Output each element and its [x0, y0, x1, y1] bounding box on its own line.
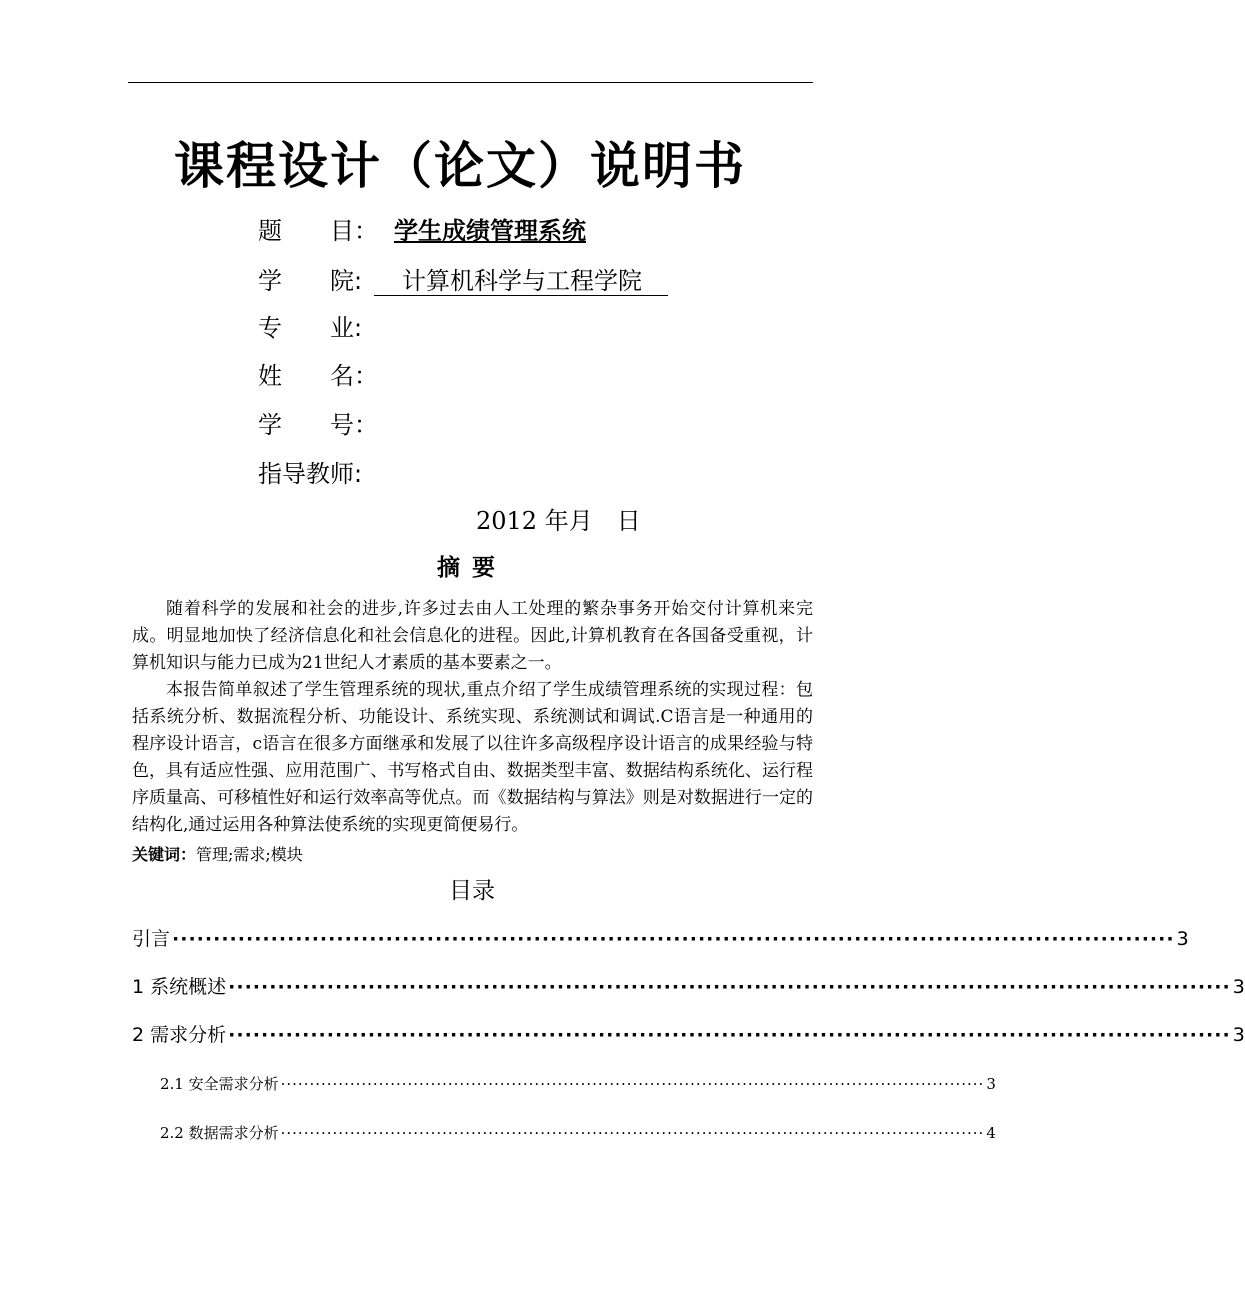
field-major: [258, 313, 368, 343]
toc-entry-title: 1 系统概述: [132, 976, 227, 998]
abstract-title: 摘要: [437, 555, 507, 581]
toc-entry-page: 3: [1232, 976, 1245, 998]
toc-entry-title: 2 需求分析: [132, 1024, 227, 1046]
field-name-label: 姓 名：: [258, 362, 378, 390]
toc-entry-title: 2.1 安全需求分析: [160, 1075, 279, 1093]
keywords: [132, 843, 303, 867]
toc-title: 目录: [449, 878, 495, 904]
field-topic-value: 学生成绩管理系统: [394, 217, 586, 245]
toc-leader-dots: ··························································································································: [228, 1024, 1231, 1046]
field-student-id-label: 学 号：: [258, 411, 378, 439]
field-college: [258, 266, 668, 296]
toc-entry: [160, 1122, 996, 1144]
field-advisor: [258, 459, 368, 489]
keywords-value: 管理;需求;模块: [196, 845, 303, 864]
abstract-paragraph-2: 本报告简单叙述了学生管理系统的现状,重点介绍了学生成绩管理系统的实现过程：包括系统分析、数据流程分析、功能设计、系统实现、系统测试和调试.C语言是一种通用的程序设计语言，c语言在很多方面继承和发展了以往许多高级程序设计语言的成果经验与特色，具有适应性强、应用范围广、书写格式自由、数据类型丰富、数据结构系统化、运行程序质量高、可移植性好和运行效率高等优点。而《数据结构与算法》则是对数据进行一定的结构化,通过运用各种算法使系统的实现更简便易行。: [132, 680, 813, 835]
keywords-label: 关键词：: [132, 845, 197, 864]
toc-entry-page: 3: [1232, 1024, 1245, 1046]
field-college-value: 计算机科学与工程学院: [374, 267, 668, 296]
toc-entry-title: 引言: [132, 928, 171, 950]
document-title: 课程设计（论文）说明书: [174, 137, 746, 195]
toc-entry: [132, 1022, 1245, 1048]
toc-leader-dots: ··························································································································: [280, 1075, 985, 1093]
field-major-label: 专 业:: [258, 314, 363, 342]
cover-date: 2012 年月 日: [476, 507, 641, 535]
field-name: [258, 361, 378, 391]
field-college-label: 学 院:: [258, 267, 363, 295]
field-topic: [258, 216, 586, 246]
toc-leader-dots: ··························································································································: [172, 928, 1175, 950]
toc-entry-page: 4: [986, 1124, 996, 1142]
field-topic-label: 题 目：: [258, 217, 378, 245]
toc-entry-title: 2.2 数据需求分析: [160, 1124, 279, 1142]
field-student-id: [258, 410, 378, 440]
toc-leader-dots: ··························································································································: [228, 976, 1231, 998]
toc-entry: [132, 926, 1189, 952]
abstract-paragraph-1: 随着科学的发展和社会的进步,许多过去由人工处理的繁杂事务开始交付计算机来完成。明显地加快了经济信息化和社会信息化的进程。因此,计算机教育在各国备受重视，计算机知识与能力已成为21世纪人才素质的基本要素之一。: [132, 599, 813, 673]
header-rule: [128, 82, 813, 83]
toc-entry: [160, 1073, 996, 1095]
toc-entry: [132, 974, 1245, 1000]
toc-leader-dots: ··························································································································: [280, 1124, 985, 1142]
toc-entry-page: 3: [1176, 928, 1189, 950]
field-advisor-label: 指导教师:: [258, 460, 363, 488]
toc-entry-page: 3: [986, 1075, 996, 1093]
